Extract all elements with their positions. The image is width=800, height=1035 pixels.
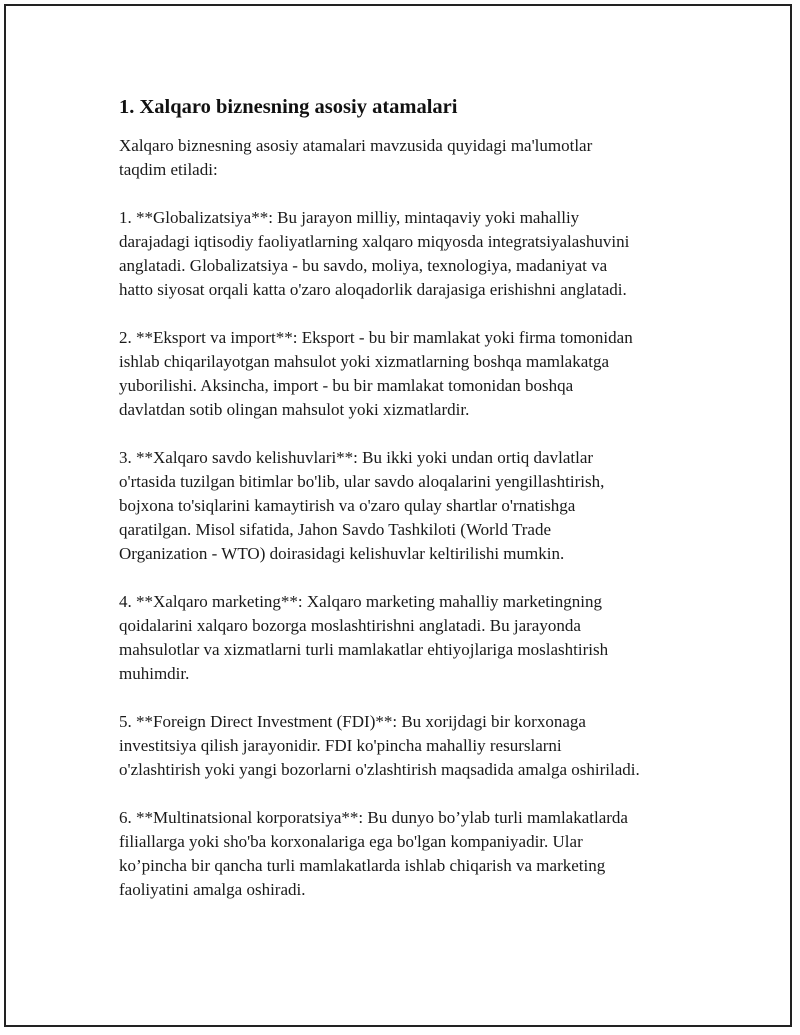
paragraph-line: muhimdir. (119, 664, 190, 683)
paragraph-line: 2. **Eksport va import**: Eksport - bu bir mamlakat yoki firma tomonidan (119, 328, 633, 347)
paragraph-line: Xalqaro biznesning asosiy atamalari mavzusida quyidagi ma'lumotlar (119, 136, 593, 155)
term-fdi-paragraph (119, 710, 709, 782)
paragraph-line: 6. **Multinatsional korporatsiya**: Bu dunyo bo’ylab turli mamlakatlarda (119, 808, 628, 827)
paragraph-line: yuborilishi. Aksincha, import - bu bir mamlakat tomonidan boshqa (119, 376, 574, 395)
paragraph-line: filiallarga yoki sho'ba korxonalariga ega bo'lgan kompaniyadir. Ular (119, 832, 583, 851)
term-trade-agreements-paragraph (119, 446, 709, 566)
paragraph-line: mahsulotlar va xizmatlarni turli mamlakatlar ehtiyojlariga moslashtirish (119, 640, 609, 659)
paragraph-line: faoliyatini amalga oshiradi. (119, 880, 306, 899)
document-body (119, 94, 709, 926)
paragraph-line: bojxona to'siqlarini kamaytirish va o'zaro qulay shartlar o'rnatishga (119, 496, 576, 515)
document-title: 1. Xalqaro biznesning asosiy atamalari (119, 96, 458, 118)
paragraph-line: qoidalarini xalqaro bozorga moslashtirishni anglatadi. Bu jarayonda (119, 616, 581, 635)
paragraph-line: ishlab chiqarilayotgan mahsulot yoki xizmatlarning boshqa mamlakatga (119, 352, 610, 371)
paragraph-line: investitsiya qilish jarayonidir. FDI ko'pincha mahalliy resurslarni (119, 736, 562, 755)
paragraph-line: anglatadi. Globalizatsiya - bu savdo, moliya, texnologiya, madaniyat va (119, 256, 608, 275)
paragraph-line: qaratilgan. Misol sifatida, Jahon Savdo Tashkiloti (World Trade (119, 520, 551, 539)
intro-paragraph (119, 134, 709, 182)
paragraph-line: darajadagi iqtisodiy faoliyatlarning xalqaro miqyosda integratsiyalashuvini (119, 232, 630, 251)
paragraph-line: Organization - WTO) doirasidagi kelishuvlar keltirilishi mumkin. (119, 544, 565, 563)
paragraph-line: davlatdan sotib olingan mahsulot yoki xizmatlardir. (119, 400, 470, 419)
paragraph-line: o'zlashtirish yoki yangi bozorlarni o'zlashtirish maqsadida amalga oshiriladi. (119, 760, 640, 779)
paragraph-line: 1. **Globalizatsiya**: Bu jarayon milliy, mintaqaviy yoki mahalliy (119, 208, 580, 227)
paragraph-line: 5. **Foreign Direct Investment (FDI)**: Bu xorijdagi bir korxonaga (119, 712, 586, 731)
paragraph-line: ko’pincha bir qancha turli mamlakatlarda ishlab chiqarish va marketing (119, 856, 606, 875)
paragraph-line: o'rtasida tuzilgan bitimlar bo'lib, ular savdo aloqalarini yengillashtirish, (119, 472, 605, 491)
term-international-marketing-paragraph (119, 590, 709, 686)
term-multinational-corporation-paragraph (119, 806, 709, 902)
paragraph-line: taqdim etiladi: (119, 160, 218, 179)
paragraph-line: 3. **Xalqaro savdo kelishuvlari**: Bu ikki yoki undan ortiq davlatlar (119, 448, 594, 467)
term-globalization-paragraph (119, 206, 709, 302)
term-export-import-paragraph (119, 326, 709, 422)
document-page (4, 4, 792, 1027)
paragraph-line: 4. **Xalqaro marketing**: Xalqaro marketing mahalliy marketingning (119, 592, 602, 611)
paragraph-line: hatto siyosat orqali katta o'zaro aloqadorlik darajasiga erishishni anglatadi. (119, 280, 627, 299)
